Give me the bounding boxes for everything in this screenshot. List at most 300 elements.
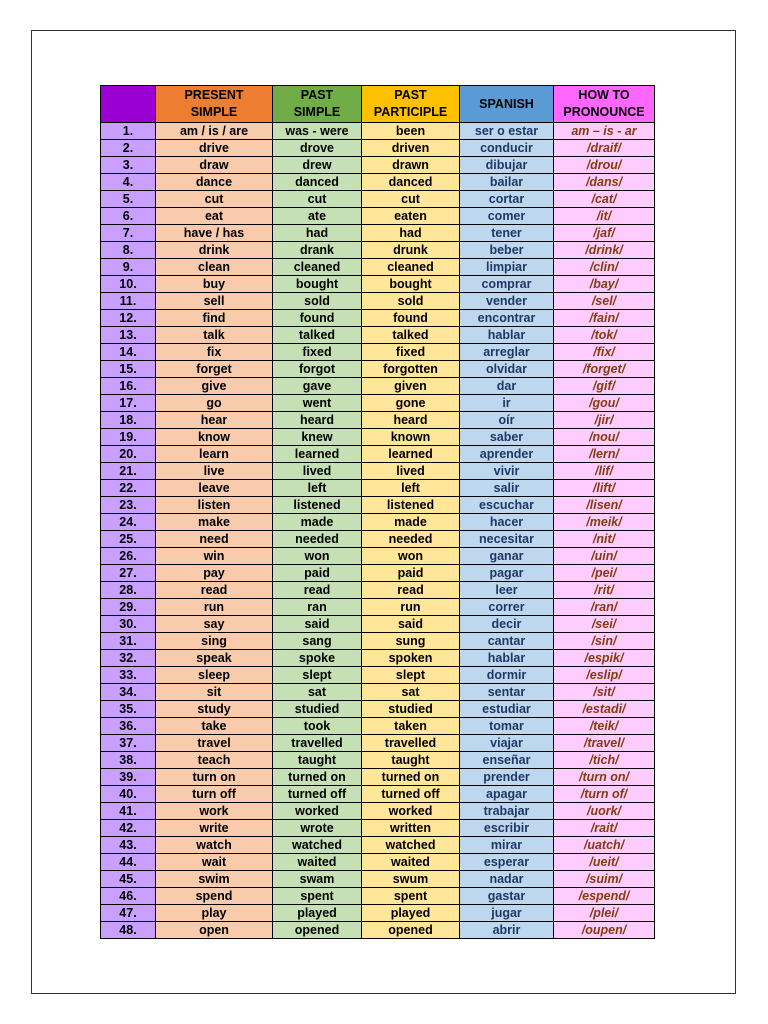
past-participle-cell: turned on: [362, 769, 460, 786]
verb-number: 18.: [101, 412, 156, 429]
pronunciation-cell: /it/: [554, 208, 655, 225]
table-body: [101, 123, 655, 939]
table-row: [101, 412, 655, 429]
present-simple-cell: listen: [156, 497, 273, 514]
spanish-cell: comer: [460, 208, 554, 225]
table-row: [101, 191, 655, 208]
table-row: [101, 837, 655, 854]
past-simple-cell: fixed: [273, 344, 362, 361]
past-simple-cell: slept: [273, 667, 362, 684]
verb-number: 19.: [101, 429, 156, 446]
present-simple-cell: swim: [156, 871, 273, 888]
present-simple-cell: dance: [156, 174, 273, 191]
past-participle-cell: cleaned: [362, 259, 460, 276]
pronunciation-cell: /estadi/: [554, 701, 655, 718]
table-row: [101, 752, 655, 769]
pronunciation-cell: /clin/: [554, 259, 655, 276]
pronunciation-cell: /sei/: [554, 616, 655, 633]
past-participle-cell: played: [362, 905, 460, 922]
spanish-cell: hacer: [460, 514, 554, 531]
past-simple-cell: forgot: [273, 361, 362, 378]
present-simple-cell: buy: [156, 276, 273, 293]
verb-number: 36.: [101, 718, 156, 735]
past-participle-cell: forgotten: [362, 361, 460, 378]
past-simple-cell: learned: [273, 446, 362, 463]
pronunciation-cell: /uin/: [554, 548, 655, 565]
spanish-cell: salir: [460, 480, 554, 497]
verb-number: 44.: [101, 854, 156, 871]
table-row: [101, 803, 655, 820]
pronunciation-cell: /teik/: [554, 718, 655, 735]
past-participle-cell: known: [362, 429, 460, 446]
past-simple-cell: wrote: [273, 820, 362, 837]
header-pronounce-line1: HOW TO: [578, 88, 630, 102]
past-participle-cell: found: [362, 310, 460, 327]
pronunciation-cell: /gif/: [554, 378, 655, 395]
header-pronounce-line2: PRONOUNCE: [563, 105, 645, 119]
spanish-cell: saber: [460, 429, 554, 446]
spanish-cell: viajar: [460, 735, 554, 752]
spanish-cell: arreglar: [460, 344, 554, 361]
table-row: [101, 378, 655, 395]
table-row: [101, 293, 655, 310]
past-simple-cell: swam: [273, 871, 362, 888]
past-simple-cell: talked: [273, 327, 362, 344]
past-participle-cell: bought: [362, 276, 460, 293]
table-row: [101, 208, 655, 225]
spanish-cell: abrir: [460, 922, 554, 939]
past-participle-cell: lived: [362, 463, 460, 480]
verb-number: 20.: [101, 446, 156, 463]
pronunciation-cell: /rait/: [554, 820, 655, 837]
pronunciation-cell: /nou/: [554, 429, 655, 446]
past-participle-cell: danced: [362, 174, 460, 191]
pronunciation-cell: /dans/: [554, 174, 655, 191]
spanish-cell: tomar: [460, 718, 554, 735]
table-row: [101, 157, 655, 174]
pronunciation-cell: /espik/: [554, 650, 655, 667]
verb-number: 47.: [101, 905, 156, 922]
present-simple-cell: sleep: [156, 667, 273, 684]
verb-number: 1.: [101, 123, 156, 140]
spanish-cell: correr: [460, 599, 554, 616]
verb-number: 14.: [101, 344, 156, 361]
pronunciation-cell: am – is - ar: [554, 123, 655, 140]
verb-number: 9.: [101, 259, 156, 276]
past-simple-cell: travelled: [273, 735, 362, 752]
verb-number: 10.: [101, 276, 156, 293]
table-row: [101, 565, 655, 582]
past-simple-cell: waited: [273, 854, 362, 871]
present-simple-cell: watch: [156, 837, 273, 854]
past-simple-cell: ate: [273, 208, 362, 225]
table-row: [101, 684, 655, 701]
past-simple-cell: had: [273, 225, 362, 242]
table-row: [101, 395, 655, 412]
verb-number: 48.: [101, 922, 156, 939]
pronunciation-cell: /tich/: [554, 752, 655, 769]
pronunciation-cell: /gou/: [554, 395, 655, 412]
verb-number: 30.: [101, 616, 156, 633]
present-simple-cell: work: [156, 803, 273, 820]
pronunciation-cell: /meik/: [554, 514, 655, 531]
past-simple-cell: spoke: [273, 650, 362, 667]
spanish-cell: pagar: [460, 565, 554, 582]
past-participle-cell: studied: [362, 701, 460, 718]
present-simple-cell: cut: [156, 191, 273, 208]
table-row: [101, 735, 655, 752]
present-simple-cell: eat: [156, 208, 273, 225]
table-row: [101, 922, 655, 939]
spanish-cell: leer: [460, 582, 554, 599]
past-simple-cell: opened: [273, 922, 362, 939]
spanish-cell: apagar: [460, 786, 554, 803]
table-row: [101, 701, 655, 718]
verb-number: 23.: [101, 497, 156, 514]
header-past-line1: PAST: [300, 88, 334, 102]
present-simple-cell: sit: [156, 684, 273, 701]
spanish-cell: mirar: [460, 837, 554, 854]
verb-number: 22.: [101, 480, 156, 497]
present-simple-cell: wait: [156, 854, 273, 871]
spanish-cell: escribir: [460, 820, 554, 837]
header-participle-line2: PARTICIPLE: [373, 105, 448, 119]
verb-number: 35.: [101, 701, 156, 718]
spanish-cell: prender: [460, 769, 554, 786]
verb-number: 5.: [101, 191, 156, 208]
spanish-cell: necesitar: [460, 531, 554, 548]
verb-number: 17.: [101, 395, 156, 412]
present-simple-cell: go: [156, 395, 273, 412]
past-participle-cell: fixed: [362, 344, 460, 361]
pronunciation-cell: /pei/: [554, 565, 655, 582]
spanish-cell: enseñar: [460, 752, 554, 769]
spanish-cell: escuchar: [460, 497, 554, 514]
past-simple-cell: turned on: [273, 769, 362, 786]
spanish-cell: dormir: [460, 667, 554, 684]
present-simple-cell: sing: [156, 633, 273, 650]
table-row: [101, 854, 655, 871]
pronunciation-cell: /lift/: [554, 480, 655, 497]
pronunciation-cell: /drou/: [554, 157, 655, 174]
present-simple-cell: pay: [156, 565, 273, 582]
past-participle-cell: gone: [362, 395, 460, 412]
pronunciation-cell: /draif/: [554, 140, 655, 157]
past-participle-cell: talked: [362, 327, 460, 344]
past-participle-cell: run: [362, 599, 460, 616]
past-simple-cell: sang: [273, 633, 362, 650]
past-simple-cell: listened: [273, 497, 362, 514]
past-simple-cell: left: [273, 480, 362, 497]
table-row: [101, 514, 655, 531]
past-simple-cell: made: [273, 514, 362, 531]
table-row: [101, 242, 655, 259]
verb-number: 39.: [101, 769, 156, 786]
past-participle-cell: drawn: [362, 157, 460, 174]
past-participle-cell: drunk: [362, 242, 460, 259]
present-simple-cell: run: [156, 599, 273, 616]
pronunciation-cell: /bay/: [554, 276, 655, 293]
header-pronounce: [554, 86, 655, 123]
present-simple-cell: learn: [156, 446, 273, 463]
spanish-cell: bailar: [460, 174, 554, 191]
table-row: [101, 650, 655, 667]
present-simple-cell: forget: [156, 361, 273, 378]
pronunciation-cell: /lif/: [554, 463, 655, 480]
verb-number: 11.: [101, 293, 156, 310]
present-simple-cell: fix: [156, 344, 273, 361]
past-simple-cell: knew: [273, 429, 362, 446]
verb-number: 26.: [101, 548, 156, 565]
table-row: [101, 718, 655, 735]
spanish-cell: cortar: [460, 191, 554, 208]
table-row: [101, 599, 655, 616]
spanish-cell: estudiar: [460, 701, 554, 718]
present-simple-cell: sell: [156, 293, 273, 310]
pronunciation-cell: /tok/: [554, 327, 655, 344]
verb-number: 43.: [101, 837, 156, 854]
present-simple-cell: teach: [156, 752, 273, 769]
past-simple-cell: needed: [273, 531, 362, 548]
past-participle-cell: slept: [362, 667, 460, 684]
present-simple-cell: know: [156, 429, 273, 446]
spanish-cell: esperar: [460, 854, 554, 871]
header-spanish-line1: SPANISH: [479, 96, 534, 111]
pronunciation-cell: /ueit/: [554, 854, 655, 871]
table-row: [101, 327, 655, 344]
verb-number: 2.: [101, 140, 156, 157]
past-simple-cell: said: [273, 616, 362, 633]
table-row: [101, 225, 655, 242]
table-row: [101, 871, 655, 888]
table-row: [101, 446, 655, 463]
past-participle-cell: watched: [362, 837, 460, 854]
past-simple-cell: cut: [273, 191, 362, 208]
past-simple-cell: ran: [273, 599, 362, 616]
past-participle-cell: written: [362, 820, 460, 837]
pronunciation-cell: /fix/: [554, 344, 655, 361]
header-past-simple: [273, 86, 362, 123]
spanish-cell: hablar: [460, 650, 554, 667]
past-participle-cell: sung: [362, 633, 460, 650]
irregular-verbs-table: [100, 85, 655, 939]
verb-number: 7.: [101, 225, 156, 242]
present-simple-cell: give: [156, 378, 273, 395]
past-participle-cell: taught: [362, 752, 460, 769]
verb-number: 33.: [101, 667, 156, 684]
header-past-participle: [362, 86, 460, 123]
verb-number: 3.: [101, 157, 156, 174]
spanish-cell: nadar: [460, 871, 554, 888]
pronunciation-cell: /forget/: [554, 361, 655, 378]
spanish-cell: comprar: [460, 276, 554, 293]
past-simple-cell: took: [273, 718, 362, 735]
past-simple-cell: worked: [273, 803, 362, 820]
spanish-cell: gastar: [460, 888, 554, 905]
present-simple-cell: drive: [156, 140, 273, 157]
table-row: [101, 463, 655, 480]
present-simple-cell: take: [156, 718, 273, 735]
table-row: [101, 905, 655, 922]
header-participle-line1: PAST: [394, 88, 427, 102]
verb-number: 6.: [101, 208, 156, 225]
spanish-cell: dar: [460, 378, 554, 395]
past-simple-cell: paid: [273, 565, 362, 582]
present-simple-cell: drink: [156, 242, 273, 259]
past-simple-cell: read: [273, 582, 362, 599]
table-row: [101, 429, 655, 446]
past-simple-cell: heard: [273, 412, 362, 429]
spanish-cell: hablar: [460, 327, 554, 344]
past-simple-cell: taught: [273, 752, 362, 769]
spanish-cell: oír: [460, 412, 554, 429]
pronunciation-cell: /lern/: [554, 446, 655, 463]
past-participle-cell: swum: [362, 871, 460, 888]
present-simple-cell: live: [156, 463, 273, 480]
spanish-cell: encontrar: [460, 310, 554, 327]
present-simple-cell: talk: [156, 327, 273, 344]
spanish-cell: vivir: [460, 463, 554, 480]
pronunciation-cell: /jaf/: [554, 225, 655, 242]
past-simple-cell: found: [273, 310, 362, 327]
pronunciation-cell: /sel/: [554, 293, 655, 310]
past-simple-cell: turned off: [273, 786, 362, 803]
table-row: [101, 344, 655, 361]
table-row: [101, 140, 655, 157]
past-participle-cell: taken: [362, 718, 460, 735]
spanish-cell: decir: [460, 616, 554, 633]
verb-number: 13.: [101, 327, 156, 344]
past-simple-cell: drew: [273, 157, 362, 174]
header-present-line1: PRESENT: [184, 88, 244, 102]
past-simple-cell: cleaned: [273, 259, 362, 276]
present-simple-cell: travel: [156, 735, 273, 752]
verb-number: 41.: [101, 803, 156, 820]
verb-number: 31.: [101, 633, 156, 650]
verb-number: 46.: [101, 888, 156, 905]
past-participle-cell: driven: [362, 140, 460, 157]
verb-number: 4.: [101, 174, 156, 191]
past-simple-cell: gave: [273, 378, 362, 395]
table-row: [101, 531, 655, 548]
spanish-cell: conducir: [460, 140, 554, 157]
spanish-cell: sentar: [460, 684, 554, 701]
spanish-cell: trabajar: [460, 803, 554, 820]
past-simple-cell: sold: [273, 293, 362, 310]
spanish-cell: limpiar: [460, 259, 554, 276]
present-simple-cell: write: [156, 820, 273, 837]
past-participle-cell: travelled: [362, 735, 460, 752]
spanish-cell: cantar: [460, 633, 554, 650]
pronunciation-cell: /uatch/: [554, 837, 655, 854]
present-simple-cell: play: [156, 905, 273, 922]
past-simple-cell: drank: [273, 242, 362, 259]
table-row: [101, 786, 655, 803]
past-simple-cell: won: [273, 548, 362, 565]
header-present-line2: SIMPLE: [190, 105, 238, 119]
verb-number: 16.: [101, 378, 156, 395]
header-row: [101, 86, 655, 123]
pronunciation-cell: /uork/: [554, 803, 655, 820]
table-row: [101, 582, 655, 599]
header-number: [101, 86, 156, 123]
pronunciation-cell: /fain/: [554, 310, 655, 327]
past-participle-cell: paid: [362, 565, 460, 582]
present-simple-cell: speak: [156, 650, 273, 667]
past-participle-cell: spoken: [362, 650, 460, 667]
past-simple-cell: bought: [273, 276, 362, 293]
pronunciation-cell: /turn on/: [554, 769, 655, 786]
present-simple-cell: read: [156, 582, 273, 599]
table-row: [101, 276, 655, 293]
present-simple-cell: clean: [156, 259, 273, 276]
past-simple-cell: spent: [273, 888, 362, 905]
past-simple-cell: studied: [273, 701, 362, 718]
past-participle-cell: listened: [362, 497, 460, 514]
present-simple-cell: turn off: [156, 786, 273, 803]
present-simple-cell: draw: [156, 157, 273, 174]
past-participle-cell: learned: [362, 446, 460, 463]
pronunciation-cell: /sin/: [554, 633, 655, 650]
past-participle-cell: given: [362, 378, 460, 395]
table-row: [101, 497, 655, 514]
past-participle-cell: worked: [362, 803, 460, 820]
past-participle-cell: said: [362, 616, 460, 633]
verb-number: 32.: [101, 650, 156, 667]
verb-number: 21.: [101, 463, 156, 480]
spanish-cell: dibujar: [460, 157, 554, 174]
present-simple-cell: have / has: [156, 225, 273, 242]
table-row: [101, 769, 655, 786]
past-participle-cell: cut: [362, 191, 460, 208]
table-row: [101, 480, 655, 497]
verb-number: 12.: [101, 310, 156, 327]
past-participle-cell: been: [362, 123, 460, 140]
table-row: [101, 616, 655, 633]
spanish-cell: tener: [460, 225, 554, 242]
pronunciation-cell: /oupen/: [554, 922, 655, 939]
past-participle-cell: opened: [362, 922, 460, 939]
spanish-cell: ganar: [460, 548, 554, 565]
present-simple-cell: win: [156, 548, 273, 565]
present-simple-cell: am / is / are: [156, 123, 273, 140]
present-simple-cell: hear: [156, 412, 273, 429]
present-simple-cell: study: [156, 701, 273, 718]
table-row: [101, 667, 655, 684]
header-spanish: [460, 86, 554, 123]
pronunciation-cell: /sit/: [554, 684, 655, 701]
spanish-cell: aprender: [460, 446, 554, 463]
pronunciation-cell: /travel/: [554, 735, 655, 752]
verb-number: 38.: [101, 752, 156, 769]
past-participle-cell: sold: [362, 293, 460, 310]
verb-number: 28.: [101, 582, 156, 599]
pronunciation-cell: /jir/: [554, 412, 655, 429]
past-simple-cell: sat: [273, 684, 362, 701]
past-participle-cell: left: [362, 480, 460, 497]
present-simple-cell: need: [156, 531, 273, 548]
verb-number: 40.: [101, 786, 156, 803]
table-row: [101, 174, 655, 191]
pronunciation-cell: /nit/: [554, 531, 655, 548]
past-participle-cell: heard: [362, 412, 460, 429]
spanish-cell: ir: [460, 395, 554, 412]
past-participle-cell: won: [362, 548, 460, 565]
past-simple-cell: went: [273, 395, 362, 412]
verb-number: 37.: [101, 735, 156, 752]
spanish-cell: ser o estar: [460, 123, 554, 140]
present-simple-cell: spend: [156, 888, 273, 905]
